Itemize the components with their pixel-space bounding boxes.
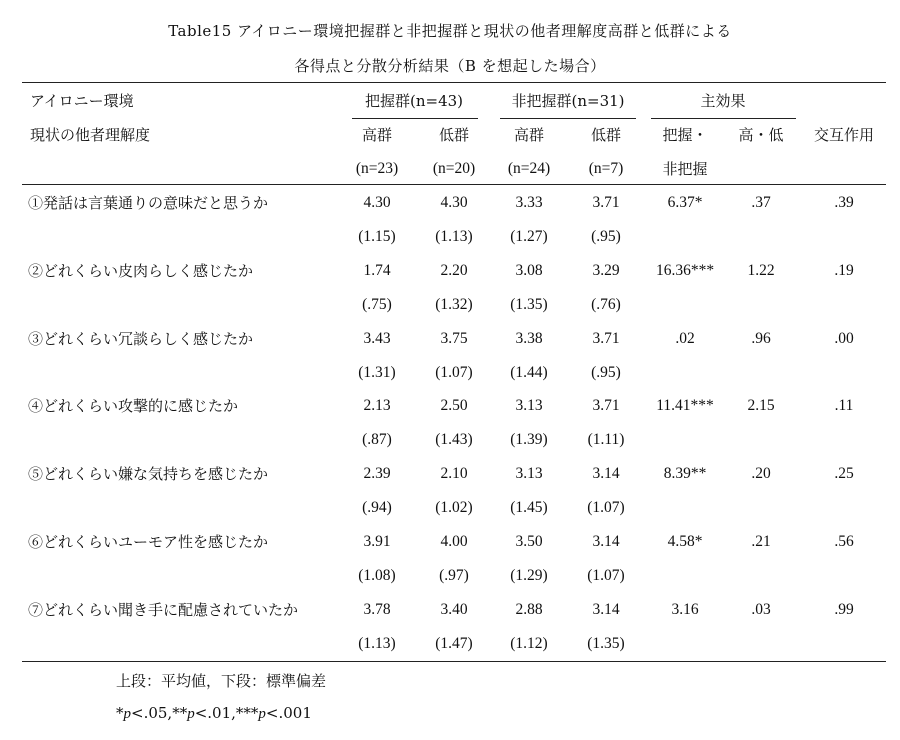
f-grasp-value: 6.37* — [667, 194, 703, 211]
mean-value: 3.08 — [515, 262, 543, 279]
sd-value: (1.07) — [435, 364, 473, 381]
sd-value: (.94) — [362, 499, 392, 516]
sd-value: (1.35) — [510, 296, 548, 313]
sd-value: (1.43) — [435, 431, 473, 448]
f-interaction-value: .25 — [834, 465, 854, 482]
f-interaction-value: .11 — [834, 397, 854, 414]
mean-value: 3.38 — [515, 330, 543, 347]
mean-value: 3.14 — [592, 465, 620, 482]
header-effect-nongrasp: 非把握 — [662, 160, 708, 178]
f-highlow-value: .21 — [751, 533, 771, 550]
sd-value: (1.13) — [435, 228, 473, 245]
mean-value: 1.74 — [363, 262, 391, 279]
mean-value: 2.88 — [515, 601, 543, 618]
header-other-understanding: 現状の他者理解度 — [30, 126, 151, 144]
header-n-non-high: (n=24) — [507, 160, 551, 177]
mean-value: 4.30 — [363, 194, 391, 211]
f-highlow-value: 1.22 — [747, 262, 775, 279]
header-main-effect: 主効果 — [700, 92, 746, 110]
f-interaction-value: .56 — [834, 533, 854, 550]
header-non-high: 高群 — [513, 126, 545, 144]
row-label: ②どれくらい皮肉らしく感じたか — [28, 262, 254, 280]
note-significance: *p<.05,**p<.01,***p<.001 — [116, 704, 312, 722]
bottom-rule — [22, 661, 886, 662]
header-effect-highlow: 高・低 — [738, 126, 784, 144]
table-title-line2: 各得点と分散分析結果（B を想起した場合） — [294, 57, 606, 75]
mean-value: 3.71 — [592, 194, 620, 211]
sd-value: (1.27) — [510, 228, 548, 245]
row-label: ⑥どれくらいユーモア性を感じたか — [28, 533, 269, 551]
sd-value: (1.02) — [435, 499, 473, 516]
f-interaction-value: .39 — [834, 194, 854, 211]
f-interaction-value: .00 — [834, 330, 854, 347]
sd-value: (.95) — [591, 364, 621, 381]
sd-value: (1.07) — [587, 567, 625, 584]
mean-value: 3.13 — [515, 465, 543, 482]
mean-value: 3.91 — [363, 533, 391, 550]
sd-value: (1.32) — [435, 296, 473, 313]
sd-value: (.87) — [362, 431, 392, 448]
f-highlow-value: .96 — [751, 330, 771, 347]
mean-value: 3.13 — [515, 397, 543, 414]
sd-value: (.97) — [439, 567, 469, 584]
mean-value: 3.78 — [363, 601, 391, 618]
mean-value: 2.13 — [363, 397, 391, 414]
mean-value: 3.40 — [440, 601, 468, 618]
mean-value: 3.33 — [515, 194, 543, 211]
header-n-grasp-low: (n=20) — [432, 160, 476, 177]
mean-value: 2.20 — [440, 262, 468, 279]
mean-value: 3.71 — [592, 330, 620, 347]
header-rule — [22, 184, 886, 185]
mean-value: 2.39 — [363, 465, 391, 482]
sd-value: (1.44) — [510, 364, 548, 381]
mean-value: 3.71 — [592, 397, 620, 414]
sd-value: (1.12) — [510, 635, 548, 652]
header-grasp-low: 低群 — [438, 126, 470, 144]
header-nongrasp-group: 非把握群(n=31) — [511, 92, 625, 110]
header-grasp-group: 把握群(n=43) — [364, 92, 464, 110]
sd-value: (1.08) — [358, 567, 396, 584]
mean-value: 4.30 — [440, 194, 468, 211]
f-grasp-value: 4.58* — [667, 533, 703, 550]
sd-value: (1.11) — [587, 431, 625, 448]
sd-value: (1.39) — [510, 431, 548, 448]
sd-value: (.95) — [591, 228, 621, 245]
f-grasp-value: 16.36*** — [655, 262, 715, 279]
mean-value: 3.75 — [440, 330, 468, 347]
f-interaction-value: .99 — [834, 601, 854, 618]
f-grasp-value: 8.39** — [663, 465, 707, 482]
sd-value: (1.15) — [358, 228, 396, 245]
sd-value: (1.35) — [587, 635, 625, 652]
mean-value: 3.14 — [592, 533, 620, 550]
mean-value: 3.29 — [592, 262, 620, 279]
sd-value: (1.13) — [358, 635, 396, 652]
sd-value: (.75) — [362, 296, 392, 313]
header-interaction: 交互作用 — [813, 126, 875, 144]
sd-value: (1.31) — [358, 364, 396, 381]
top-rule — [22, 82, 886, 83]
row-label: ④どれくらい攻撃的に感じたか — [28, 397, 239, 415]
header-n-grasp-high: (n=23) — [355, 160, 399, 177]
sd-value: (.76) — [591, 296, 621, 313]
mean-value: 3.14 — [592, 601, 620, 618]
header-grasp-high: 高群 — [361, 126, 393, 144]
f-grasp-value: 3.16 — [671, 601, 699, 618]
table-title-line1: Table15 アイロニー環境把握群と非把握群と現状の他者理解度高群と低群による — [168, 22, 732, 40]
sd-value: (1.47) — [435, 635, 473, 652]
sd-value: (1.29) — [510, 567, 548, 584]
header-effect-grasp: 把握・ — [662, 126, 708, 144]
row-label: ⑦どれくらい聞き手に配慮されていたか — [28, 601, 299, 619]
f-highlow-value: 2.15 — [747, 397, 775, 414]
sd-value: (1.07) — [587, 499, 625, 516]
header-non-low: 低群 — [590, 126, 622, 144]
mean-value: 2.50 — [440, 397, 468, 414]
f-highlow-value: .37 — [751, 194, 771, 211]
header-irony-environment: アイロニー環境 — [30, 92, 134, 110]
f-highlow-value: .03 — [751, 601, 771, 618]
mean-value: 4.00 — [440, 533, 468, 550]
row-label: ③どれくらい冗談らしく感じたか — [28, 330, 254, 348]
f-grasp-value: .02 — [675, 330, 695, 347]
sd-value: (1.45) — [510, 499, 548, 516]
header-n-non-low: (n=7) — [588, 160, 624, 177]
f-highlow-value: .20 — [751, 465, 771, 482]
mean-value: 2.10 — [440, 465, 468, 482]
row-label: ①発話は言葉通りの意味だと思うか — [28, 194, 269, 212]
mean-value: 3.43 — [363, 330, 391, 347]
f-interaction-value: .19 — [834, 262, 854, 279]
f-grasp-value: 11.41*** — [656, 397, 714, 414]
row-label: ⑤どれくらい嫌な気持ちを感じたか — [28, 465, 269, 483]
note-mean-sd: 上段：平均値，下段：標準偏差 — [116, 672, 327, 690]
mean-value: 3.50 — [515, 533, 543, 550]
